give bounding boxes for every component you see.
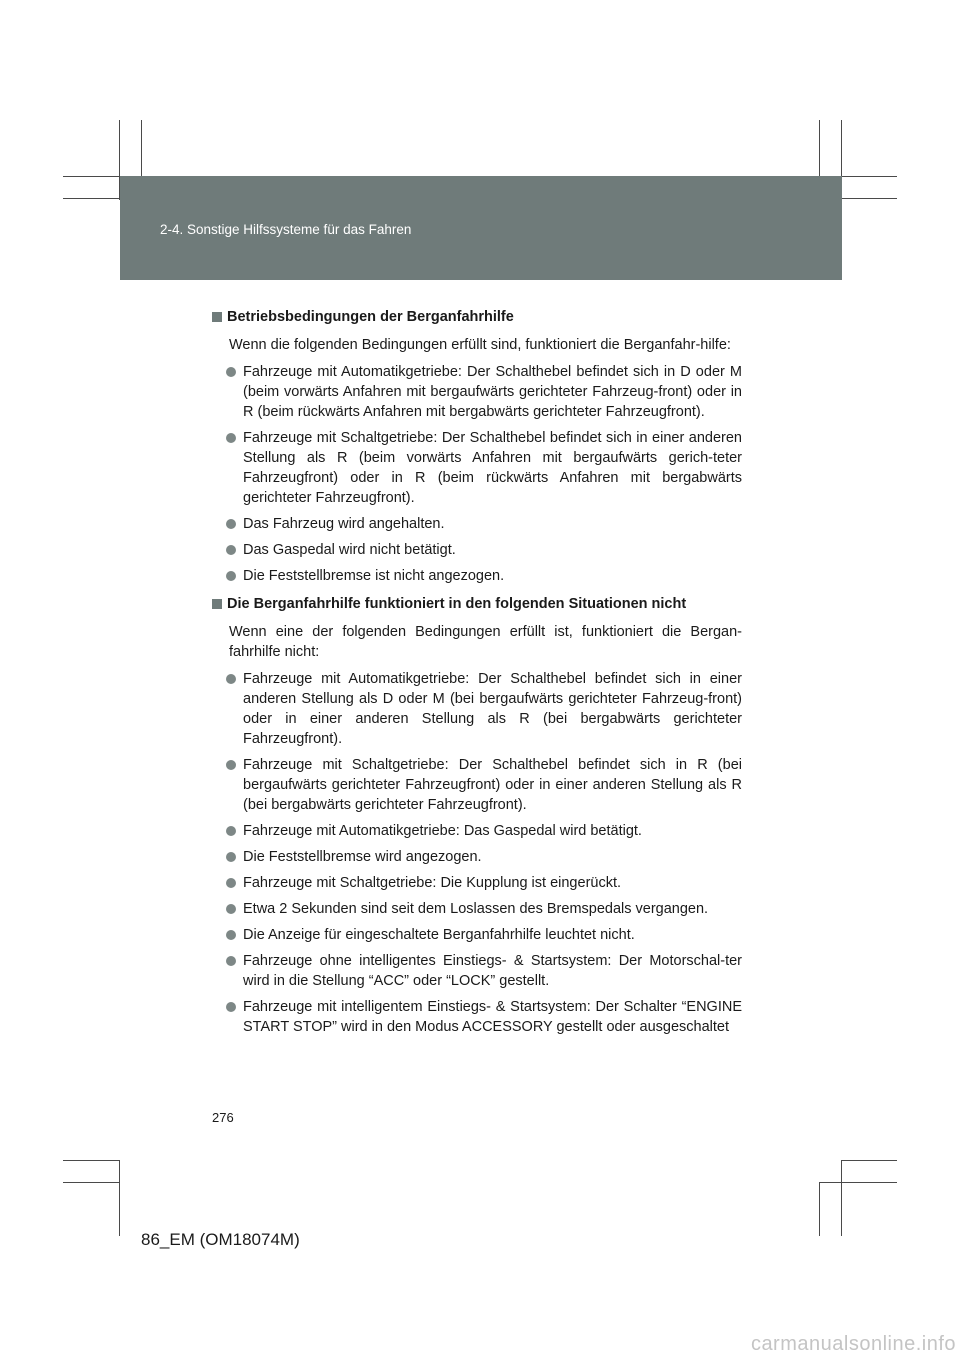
document-code: 86_EM (OM18074M) bbox=[141, 1230, 300, 1249]
list-item: Fahrzeuge mit Automatikgetriebe: Das Gaspedal wird betätigt. bbox=[213, 821, 742, 841]
round-bullet-icon bbox=[226, 956, 236, 966]
crop-mark bbox=[119, 1160, 120, 1236]
square-bullet-icon bbox=[212, 312, 222, 322]
list-item: Fahrzeuge mit Schaltgetriebe: Die Kupplung ist eingerückt. bbox=[213, 873, 742, 893]
intro-paragraph: Wenn die folgenden Bedingungen erfüllt sind, funktioniert die Berganfahr-hilfe: bbox=[229, 337, 731, 353]
list-item: Fahrzeuge mit Automatikgetriebe: Der Schalthebel befindet sich in einer anderen Stellung als D oder M (bei bergaufwärts gerichteter Fahrzeug-front) oder in einer anderen Stellung als R (bei bergabwärts gerichteter Fahrzeugfront). bbox=[213, 669, 742, 749]
crop-mark bbox=[841, 1160, 897, 1161]
round-bullet-icon bbox=[226, 852, 236, 862]
list-item: Das Gaspedal wird nicht betätigt. bbox=[213, 540, 742, 560]
list-item: Fahrzeuge mit Automatikgetriebe: Der Schalthebel befindet sich in D oder M (beim vorwärts Anfahren mit bergaufwärts gerichteter Fahrzeug-front) oder in R (beim rückwärts Anfahren mit bergabwärts gerichteter Fahrzeugfront). bbox=[213, 362, 742, 422]
round-bullet-icon bbox=[226, 930, 236, 940]
list-item: Fahrzeuge mit Schaltgetriebe: Der Schalthebel befindet sich in einer anderen Stellung als R (beim vorwärts Anfahren mit bergaufwärts gerich-teter Fahrzeugfront) oder in R (beim rückwärts Anfahren mit bergabwärts gerichteter Fahrzeugfront). bbox=[213, 428, 742, 508]
round-bullet-icon bbox=[226, 826, 236, 836]
list-item: Fahrzeuge mit intelligentem Einstiegs- & Startsystem: Der Schalter “ENGINE START STOP” wird in den Modus ACCESSORY gestellt oder ausgeschaltet bbox=[213, 997, 742, 1037]
round-bullet-icon bbox=[226, 571, 236, 581]
round-bullet-icon bbox=[226, 1002, 236, 1012]
section-heading bbox=[212, 594, 742, 614]
list-item: Die Feststellbremse wird angezogen. bbox=[213, 847, 742, 867]
crop-mark bbox=[819, 1182, 897, 1183]
round-bullet-icon bbox=[226, 760, 236, 770]
crop-mark bbox=[63, 1182, 120, 1183]
round-bullet-icon bbox=[226, 878, 236, 888]
crop-mark bbox=[841, 1160, 842, 1236]
list-item: Das Fahrzeug wird angehalten. bbox=[213, 514, 742, 534]
watermark: carmanualsonline.info bbox=[750, 1333, 956, 1355]
section-heading bbox=[212, 307, 742, 327]
page-number: 276 bbox=[212, 1110, 234, 1125]
round-bullet-icon bbox=[226, 519, 236, 529]
section-title: 2-4. Sonstige Hilfssysteme für das Fahren bbox=[160, 222, 412, 237]
crop-mark bbox=[63, 1160, 120, 1161]
heading-text: Die Berganfahrhilfe funktioniert in den folgenden Situationen nicht bbox=[227, 596, 687, 612]
intro-paragraph: Wenn eine der folgenden Bedingungen erfüllt ist, funktioniert die Bergan-fahrhilfe nicht: bbox=[229, 624, 742, 660]
round-bullet-icon bbox=[226, 545, 236, 555]
list-item: Die Feststellbremse ist nicht angezogen. bbox=[213, 566, 742, 586]
crop-mark bbox=[819, 1182, 820, 1236]
list-item: Etwa 2 Sekunden sind seit dem Loslassen des Bremspedals vergangen. bbox=[213, 899, 742, 919]
list-item: Fahrzeuge mit Schaltgetriebe: Der Schalthebel befindet sich in R (bei bergaufwärts gerichteter Fahrzeugfront) oder in einer anderen Stellung als R (bei bergabwärts gerichteter Fahrzeugfront). bbox=[213, 755, 742, 815]
list-item: Fahrzeuge ohne intelligentes Einstiegs- & Startsystem: Der Motorschal-ter wird in die Stellung “ACC” oder “LOCK” gestellt. bbox=[213, 951, 742, 991]
page-content bbox=[212, 307, 742, 1043]
heading-text: Betriebsbedingungen der Berganfahrhilfe bbox=[227, 309, 514, 325]
round-bullet-icon bbox=[226, 674, 236, 684]
list-item: Die Anzeige für eingeschaltete Berganfahrhilfe leuchtet nicht. bbox=[213, 925, 742, 945]
round-bullet-icon bbox=[226, 904, 236, 914]
round-bullet-icon bbox=[226, 433, 236, 443]
round-bullet-icon bbox=[226, 367, 236, 377]
square-bullet-icon bbox=[212, 599, 222, 609]
